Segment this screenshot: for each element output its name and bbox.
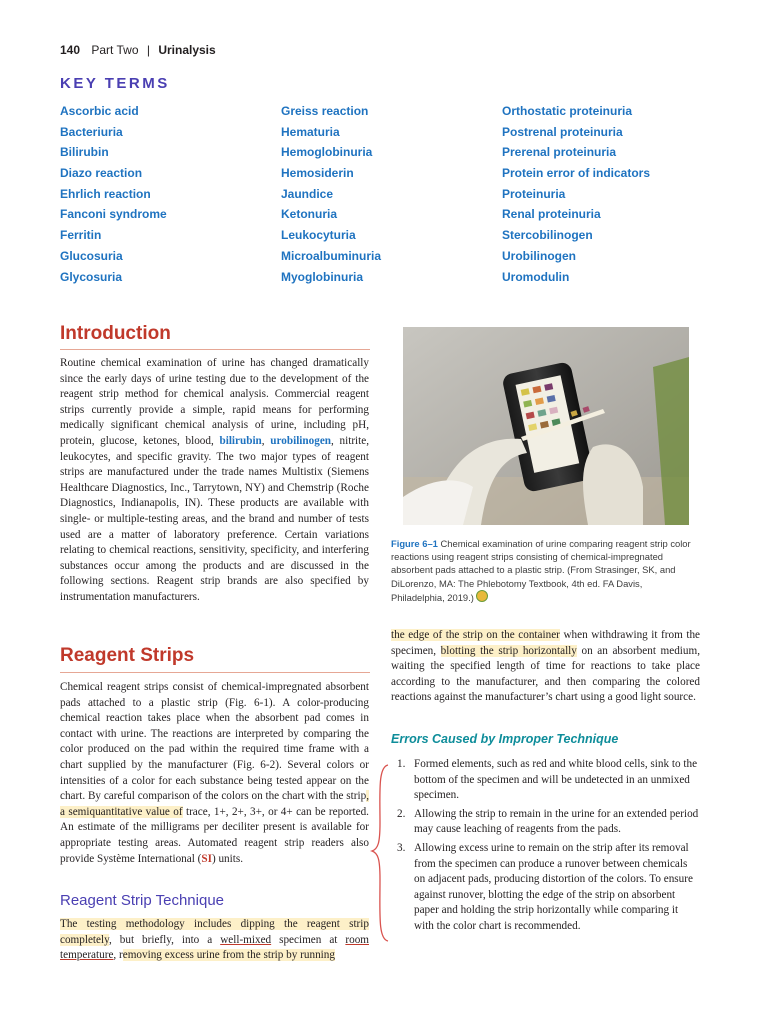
key-term[interactable]: Prerenal proteinuria	[502, 145, 617, 160]
rs-text-3: ) units.	[211, 852, 244, 865]
page-number: 140	[60, 43, 81, 57]
reagent-strips-heading: Reagent Strips	[60, 645, 195, 666]
key-term[interactable]: Uromodulin	[502, 269, 570, 284]
key-term[interactable]: Glycosuria	[60, 269, 123, 284]
annotation-icon[interactable]	[476, 590, 488, 602]
highlight: emoving excess urine from the strip by running	[122, 949, 335, 962]
key-term[interactable]: Proteinuria	[502, 186, 566, 201]
key-terms-column-1	[60, 101, 270, 287]
highlight: , a semiquantitative value of	[60, 790, 369, 818]
technique-text: , but briefly, into a	[108, 933, 221, 946]
key-term[interactable]: Diazo reaction	[60, 166, 143, 181]
section-label: Urinalysis	[158, 43, 216, 57]
bracket-annotation	[370, 763, 392, 943]
key-term[interactable]: Bacteriuria	[60, 124, 123, 139]
rs-text-2: trace, 1+, 2+, 3+, or 4+ can be reported. An estimate of the milligrams per deciliter present is available for appropriate testing areas. Automated reagent strip readers also provide Système International (	[60, 805, 369, 865]
highlight: blotting the strip horizontally	[440, 644, 577, 657]
list-number: 2.	[397, 807, 406, 820]
list-item	[395, 807, 700, 838]
intro-text-2: , nitrite, leukocytes, and specific gravity. The two major types of reagent strips are manufactured under the trade names Multistix (Siemens Healthcare Diagnostics, Inc., Tarrytown, NY) and Chemstrip (Roche Diagnostics, Indianapolis, IN). These products are available with single- or multiple-testing areas, and the brand and number of tests used are a matter of laboratory preference. Certain variations relating to chemical reactions, sensitivity, specificity, and interfering substances occur among the products and are discussed in the following sections. Reagent strip brands are also specified by instrumentation manufacturers.	[60, 434, 370, 603]
errors-heading: Errors Caused by Improper Technique	[391, 732, 619, 746]
key-terms-title: KEY TERMS	[60, 75, 170, 92]
key-term[interactable]: Leukocyturia	[281, 228, 356, 243]
key-term[interactable]: Hemosiderin	[281, 166, 354, 181]
heading-rule	[60, 349, 370, 350]
key-term[interactable]: Hematuria	[281, 124, 340, 139]
technique-text: , r	[113, 949, 123, 962]
key-term[interactable]: Fanconi syndrome	[60, 207, 167, 222]
intro-text-1: Routine chemical examination of urine has changed dramatically since the early days of urine testing due to the development of the reagent strip method for chemical analysis. Commercial reagent strips currently provide a simple, rapid means for performing medically significant chemical analysis of urine, including pH, protein, glucose, ketones, blood,	[60, 357, 369, 447]
technique-paragraph-right	[391, 628, 700, 706]
underlined-text: room temperature	[60, 933, 369, 962]
key-term[interactable]: Orthostatic proteinuria	[502, 104, 633, 118]
key-term[interactable]: Urobilinogen	[502, 248, 576, 263]
figure-caption	[391, 537, 691, 604]
technique-text: when withdrawing it from the specimen,	[391, 629, 701, 657]
intro-comma: ,	[261, 434, 265, 447]
list-item-text: Allowing excess urine to remain on the strip after its removal from the specimen can produce a runover between chemicals on adjacent pads, producing distortion of the colors. To ensure against runover, blotting the edge of the strip on absorbent paper and holding the strip horizontally while comparing it with the color chart is recommended.	[414, 841, 693, 932]
list-number: 1.	[397, 758, 406, 770]
key-term[interactable]: Greiss reaction	[281, 104, 369, 118]
key-term[interactable]: Renal proteinuria	[502, 207, 601, 222]
list-item-text: Allowing the strip to remain in the urine for an extended period may cause leaching of reagents from the pads.	[414, 807, 699, 836]
technique-paragraph-left	[60, 917, 369, 964]
key-terms-column-2	[281, 101, 491, 287]
introduction-heading: Introduction	[60, 323, 171, 344]
reagent-strips-paragraph	[60, 680, 369, 867]
key-terms-column-3	[502, 101, 712, 287]
list-item-text: Formed elements, such as red and white blood cells, sink to the bottom of the specimen and will be undetected in an unmixed specimen.	[414, 758, 698, 802]
rs-text-1: Chemical reagent strips consist of chemical-impregnated absorbent pads attached to a plastic strip (Fig. 6-1). A color-producing chemical reaction takes place when the absorbent pad comes in contact with urine. The reactions are interpreted by comparing the color produced on the pad within the required time frame with a chart supplied by the manufacturer (Fig. 6-2). Several colors or intensities of a color for each substance being tested appear on the chart. By careful comparison of the colors on the chart with the strip	[60, 681, 369, 803]
key-term[interactable]: Microalbuminuria	[281, 248, 382, 263]
highlight: the edge of the strip on the container	[391, 629, 560, 641]
si-abbreviation: SI	[201, 852, 212, 865]
figure-photo	[403, 327, 689, 525]
key-term[interactable]: Glucosuria	[60, 248, 123, 263]
highlight: The testing methodology includes dipping the reagent strip completely	[60, 918, 369, 946]
errors-list	[395, 757, 700, 938]
term-bilirubin[interactable]: bilirubin	[219, 434, 262, 447]
key-term[interactable]: Jaundice	[281, 186, 334, 201]
key-term[interactable]: Myoglobinuria	[281, 269, 363, 284]
introduction-paragraph	[60, 356, 369, 606]
technique-text: on an absorbent medium, waiting the specified length of time for reactions to take place according to the manufacturer, and then comparing the colored reactions against the manufacturer’s chart using a good light source.	[391, 644, 700, 704]
list-number: 3.	[397, 841, 406, 854]
running-header	[60, 43, 216, 57]
key-term[interactable]: Postrenal proteinuria	[502, 124, 623, 139]
figure-caption-text: Chemical examination of urine comparing reagent strip color reactions using reagent strips consisting of chemical-impregnated absorbent pads attached to a plastic strip. (From Strasinger, SK, and DiLorenzo, MA: The Phlebotomy Textbook, 4th ed. FA Davis, Philadelphia, 2019.)	[391, 538, 691, 603]
key-term[interactable]: Ketonuria	[281, 207, 338, 222]
technique-text: specimen at	[271, 933, 346, 946]
key-term[interactable]: Ascorbic acid	[60, 104, 139, 118]
key-term[interactable]: Ehrlich reaction	[60, 186, 151, 201]
key-term[interactable]: Ferritin	[60, 228, 102, 243]
figure-label: Figure 6–1	[391, 538, 438, 549]
list-item	[395, 841, 700, 935]
list-item	[395, 757, 700, 804]
part-label: Part Two	[91, 43, 139, 57]
key-term[interactable]: Hemoglobinuria	[281, 145, 373, 160]
header-separator: |	[146, 43, 150, 57]
key-term[interactable]: Stercobilinogen	[502, 228, 593, 243]
term-urobilinogen[interactable]: urobilinogen	[270, 434, 332, 447]
key-term[interactable]: Bilirubin	[60, 145, 109, 160]
technique-heading: Reagent Strip Technique	[60, 892, 225, 909]
key-term[interactable]: Protein error of indicators	[502, 166, 651, 181]
underlined-text: well-mixed	[220, 933, 272, 946]
heading-rule	[60, 672, 370, 673]
